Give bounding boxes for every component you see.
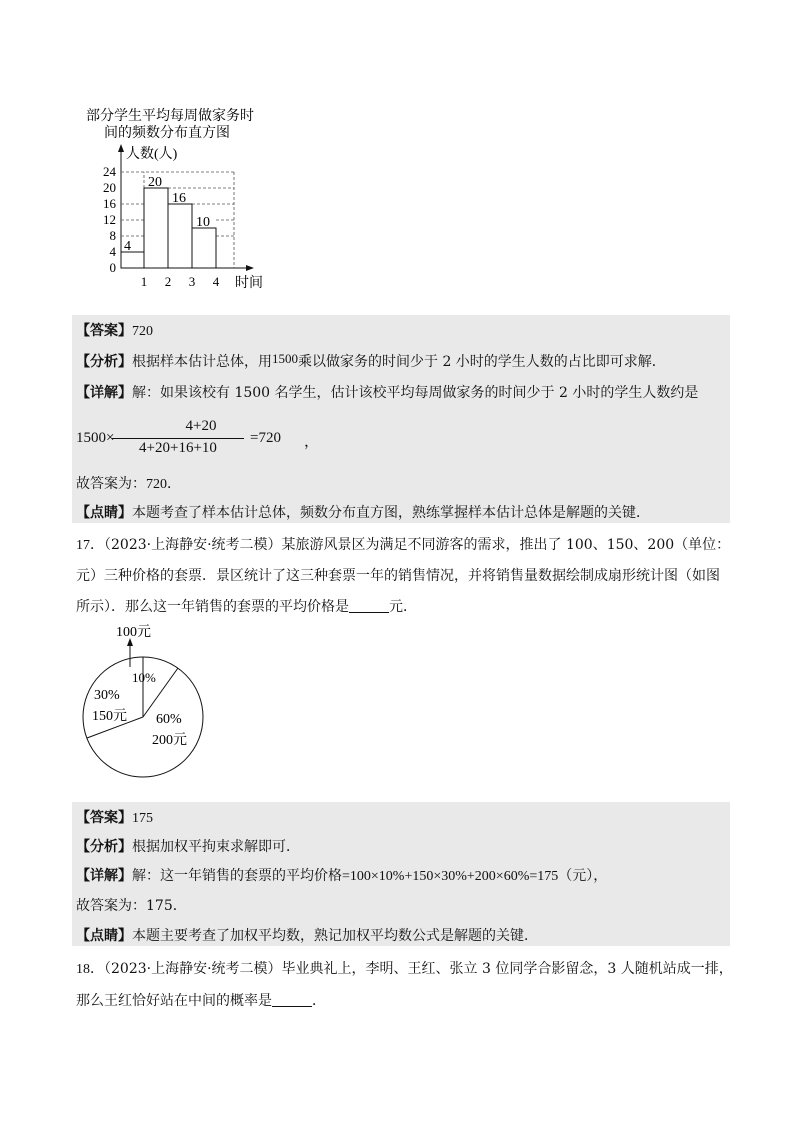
pie-chart-figure <box>70 622 230 782</box>
q17-number: 17． <box>76 538 104 553</box>
answer-blank <box>272 992 312 1007</box>
y-axis-arrow-icon <box>118 144 124 152</box>
detail-text-pre: 解：这一年销售的套票的平均价格 <box>132 868 342 884</box>
y-axis-label: 人数(人) <box>126 147 178 162</box>
formula-tail: ， <box>304 434 320 450</box>
y-tick-4: 4 <box>109 244 116 259</box>
x-axis-label: 时间 <box>235 276 263 291</box>
analysis-text-pre: 根据样本估计总体，用 <box>132 354 272 370</box>
x-tick-3: 3 <box>188 274 196 289</box>
comment-tag: 【点睛】 <box>76 928 132 944</box>
analysis-number: 1500 <box>272 351 298 366</box>
q17-analysis-line <box>76 836 300 856</box>
detail-formula: =100×10%+150×30%+200×60%=175 <box>342 869 559 884</box>
pie-label-200: 200元 <box>152 733 187 748</box>
bar-label-4: 10 <box>196 215 210 230</box>
bar-label-2: 20 <box>148 175 162 190</box>
q18-source: （2023·上海静安·统考二模） <box>104 961 282 977</box>
formula-numerator: 4+20 <box>185 418 217 434</box>
answer-value: 175 <box>132 811 153 826</box>
detail-text: 解：如果该校有 1500 名学生，估计该校平均每周做家务的时间少于 2 小时的学生人数约是 <box>132 385 699 401</box>
q18-question-line1 <box>76 958 733 978</box>
histogram-figure <box>80 100 300 300</box>
analysis-tag: 【分析】 <box>76 839 132 855</box>
analysis-tag: 【分析】 <box>76 354 132 370</box>
histogram-bar-1 <box>121 252 144 268</box>
q16-comment-line <box>76 502 650 522</box>
q17-source: （2023·上海静安·统考二模） <box>104 537 282 553</box>
histogram-title-line1: 部分学生平均每周做家务时 <box>86 109 254 124</box>
q16-answer-line <box>76 320 153 340</box>
q17-conclusion-line: 故答案为：175． <box>76 898 187 914</box>
x-tick-4: 4 <box>212 274 220 289</box>
q18-number: 18． <box>76 962 104 977</box>
y-tick-16: 16 <box>103 196 116 211</box>
q18-line1-text: 毕业典礼上，李明、王红、张立 3 位同学合影留念，3 人随机站成一排， <box>281 961 733 977</box>
formula-result: =720 <box>250 430 281 446</box>
histogram-bar-2 <box>144 188 168 268</box>
histogram-title-line2: 间的频数分布直方图 <box>104 126 230 141</box>
formula-denominator: 4+20+16+10 <box>139 440 217 456</box>
y-tick-8: 8 <box>109 228 116 243</box>
pie-label-100: 100元 <box>116 625 151 640</box>
pie-pct-60: 60% <box>156 712 182 727</box>
q17-line3-pre: 所示）．那么这一年销售的套票的平均价格是 <box>76 599 349 615</box>
histogram-bar-4 <box>192 228 216 268</box>
detail-text-post: （元）， <box>558 868 608 884</box>
answer-value: 720 <box>132 324 153 339</box>
conclusion-post: ． <box>167 476 181 492</box>
comment-tag: 【点睛】 <box>76 505 132 521</box>
histogram-svg <box>80 100 300 300</box>
conclusion-value: 720 <box>146 477 167 492</box>
pie-pct-30: 30% <box>94 688 120 703</box>
bar-label-1: 4 <box>124 239 131 254</box>
y-tick-24: 24 <box>103 164 116 179</box>
bar-label-3: 16 <box>172 191 186 206</box>
detail-tag: 【详解】 <box>76 868 132 884</box>
q18-question-line2 <box>76 990 326 1010</box>
answer-blank <box>349 598 389 613</box>
q16-conclusion-line <box>76 473 181 493</box>
y-tick-12: 12 <box>103 212 116 227</box>
y-tick-0: 0 <box>109 260 116 275</box>
q17-line3-post: 元． <box>389 599 417 615</box>
analysis-text-post: 乘以做家务的时间少于 2 小时的学生人数的占比即可求解． <box>298 354 666 370</box>
x-tick-2: 2 <box>164 274 172 289</box>
q17-detail-line <box>76 865 607 885</box>
x-axis-arrow-icon <box>246 265 254 271</box>
formula-lead: 1500× <box>76 430 115 446</box>
answer-tag: 【答案】 <box>76 810 132 826</box>
pie-label-150: 150元 <box>92 709 127 724</box>
x-tick-1: 1 <box>140 274 148 289</box>
q16-analysis-line <box>76 351 666 371</box>
q17-question-line2: 元）三种价格的套票．景区统计了这三种套票一年的销售情况，并将销售量数据绘制成扇形统计图（如图 <box>76 568 720 584</box>
pie-pct-10: 10% <box>132 670 156 685</box>
q17-line1-text: 某旅游风景区为满足不同游客的需求，推出了 100、150、200（单位： <box>281 537 731 553</box>
fraction-bar <box>112 438 244 439</box>
comment-text: 本题考查了样本估计总体，频数分布直方图，熟练掌握样本估计总体是解题的关键． <box>132 505 650 521</box>
analysis-text: 根据加权平拘束求解即可． <box>132 839 300 855</box>
histogram-bar-3 <box>168 204 192 268</box>
comment-text: 本题主要考查了加权平均数，熟记加权平均数公式是解题的关键． <box>132 928 538 944</box>
q18-line2-pre: 那么王红恰好站在中间的概率是 <box>76 993 272 1009</box>
pie-chart-svg <box>70 622 230 782</box>
answer-tag: 【答案】 <box>76 323 132 339</box>
conclusion-pre: 故答案为： <box>76 476 146 492</box>
q17-question-line3 <box>76 596 417 616</box>
detail-tag: 【详解】 <box>76 385 132 401</box>
q17-comment-line <box>76 925 538 945</box>
q18-line2-post: ． <box>312 993 326 1009</box>
q17-question-line1 <box>76 534 730 554</box>
y-tick-20: 20 <box>103 180 116 195</box>
q17-answer-line <box>76 807 153 827</box>
q16-detail-line <box>76 382 698 402</box>
